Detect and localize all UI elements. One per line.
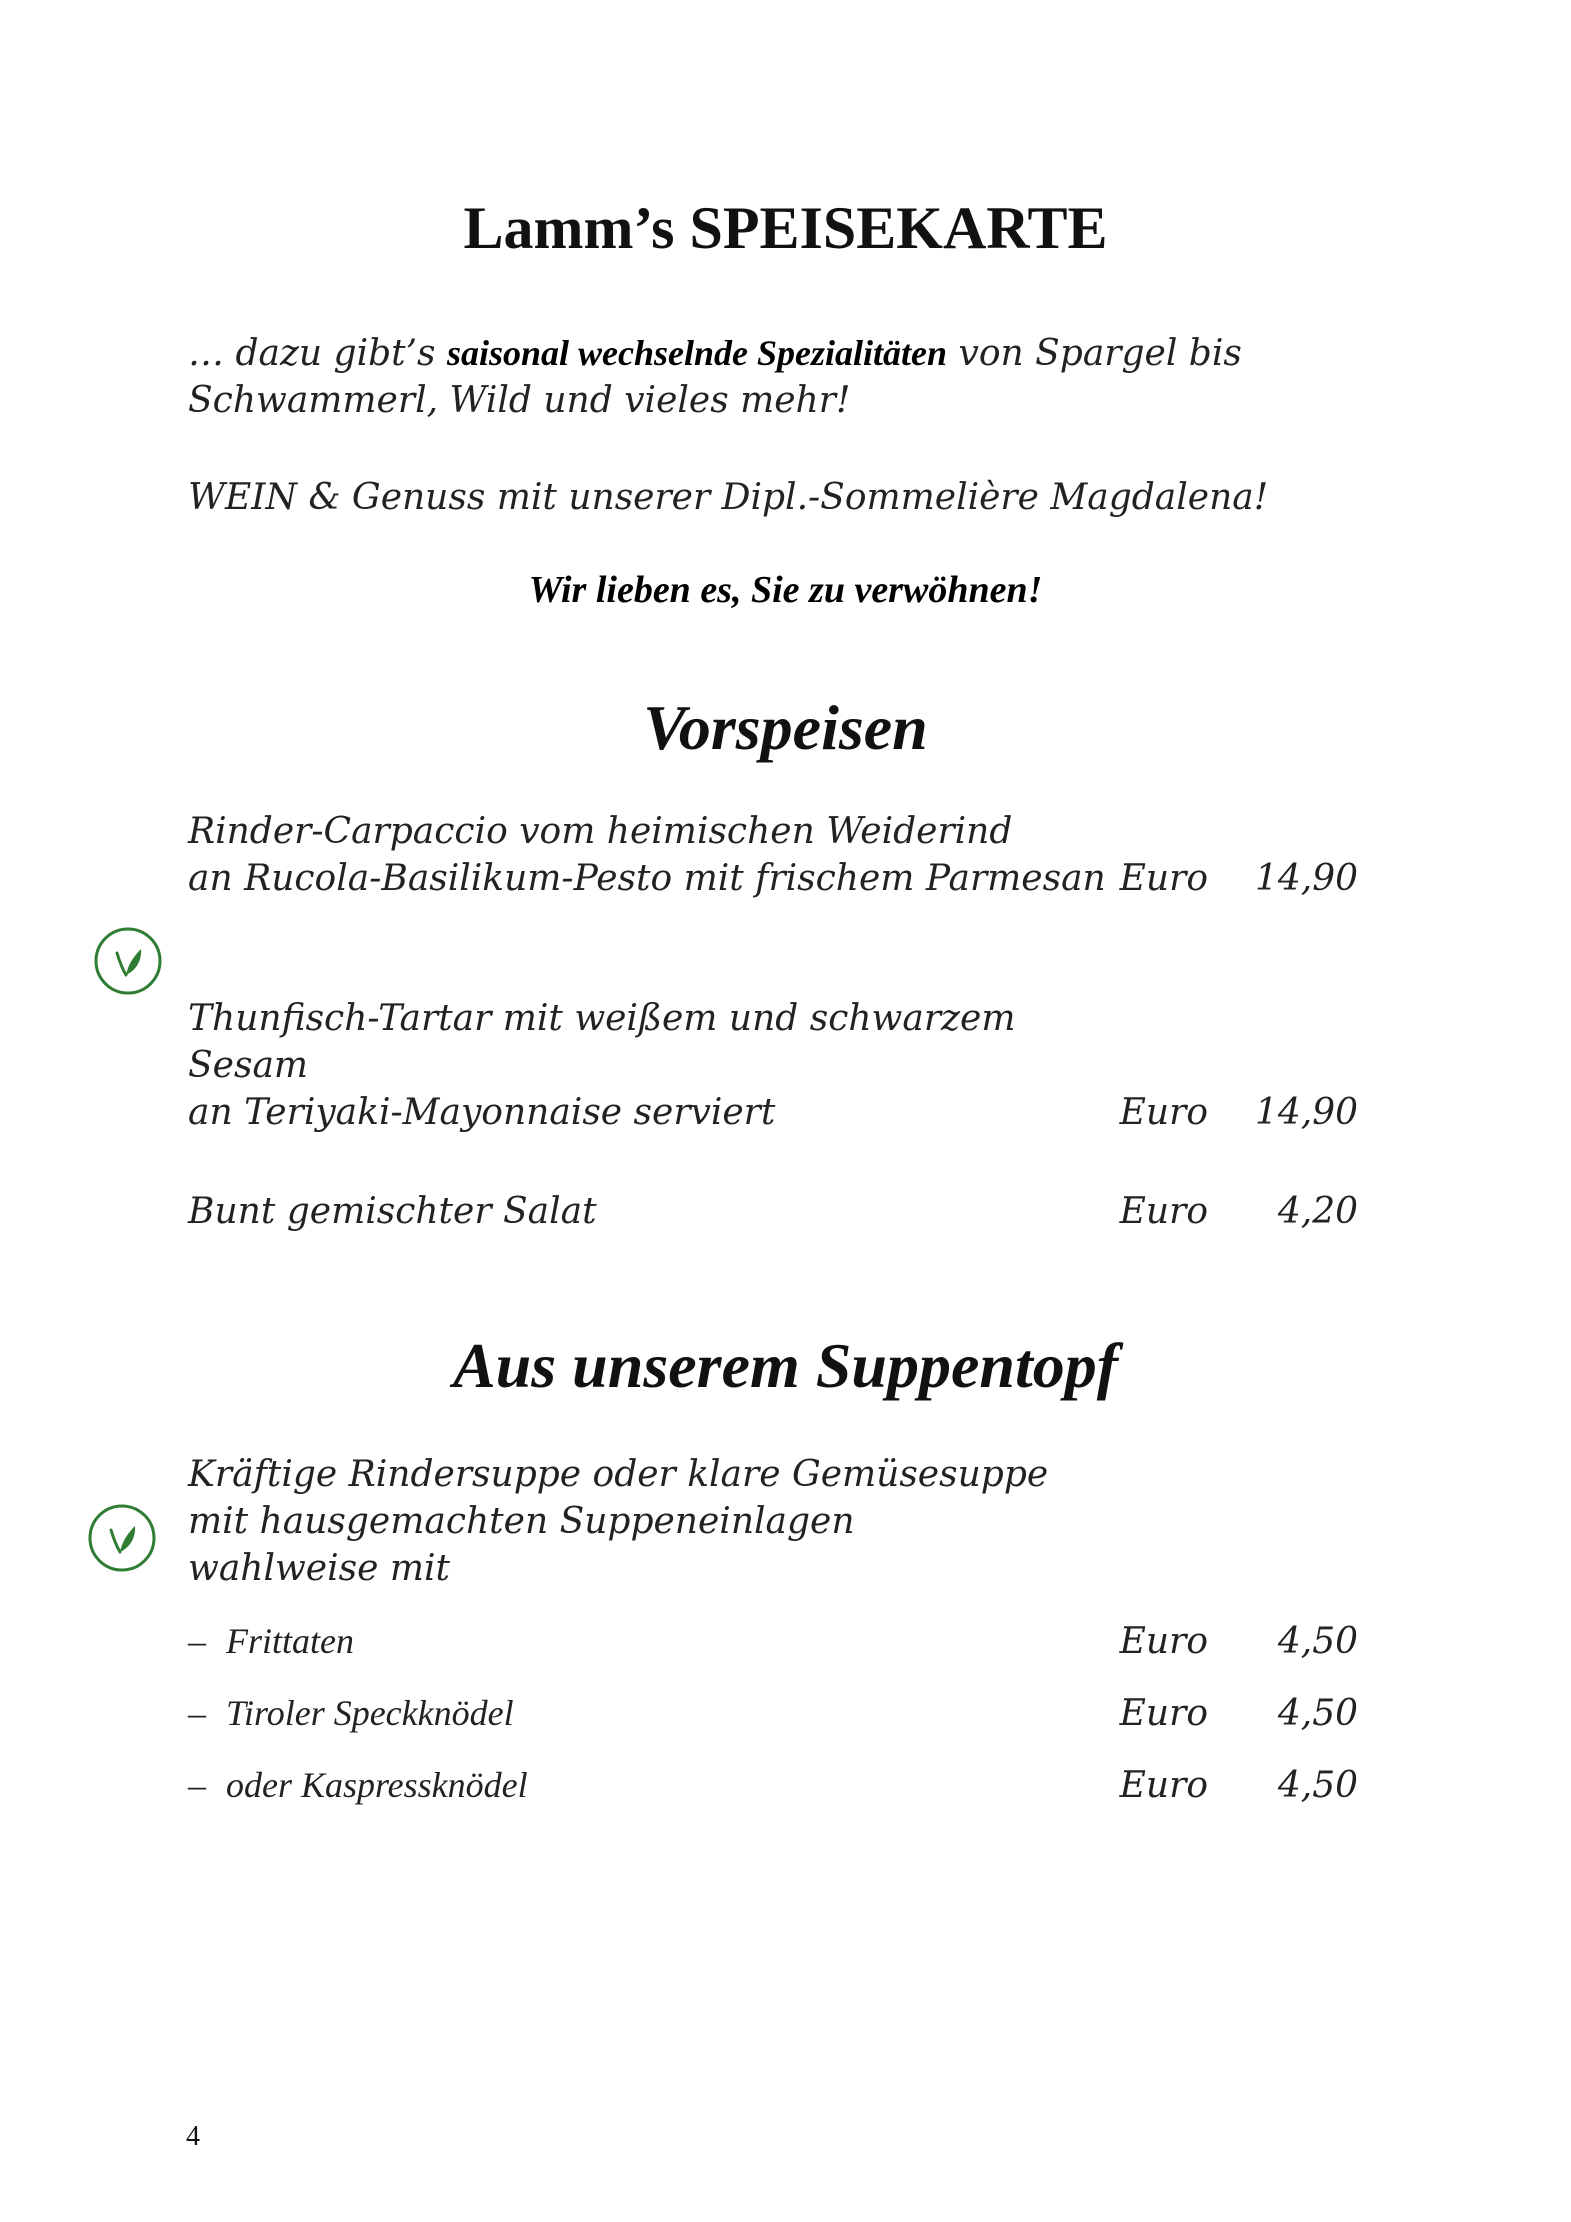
wine-text: WEIN & Genuss mit unserer Dipl.-Sommelière Magdalena! xyxy=(188,477,1269,518)
page-number: 4 xyxy=(186,2121,200,2152)
soup-option-label: oder Kaspressknödel xyxy=(226,1765,528,1805)
soup-description-line: wahlweise mit xyxy=(188,1548,450,1589)
item-currency: Euro xyxy=(1119,1621,1208,1662)
dash: – xyxy=(188,1693,206,1733)
item-currency: Euro xyxy=(1119,1191,1208,1232)
item-description-line: Thunfisch-Tartar mit weißem und schwarzem Sesam xyxy=(188,998,1016,1086)
dash: – xyxy=(188,1765,206,1805)
item-description-line: an Rucola-Basilikum-Pesto mit frischem Parmesan xyxy=(188,858,1106,899)
menu-item xyxy=(188,1188,1358,1235)
intro-highlight: saisonal wechselnde Spezialitäten xyxy=(446,333,948,373)
soup-option xyxy=(188,1618,1358,1665)
soup-option-label: Tiroler Speckknödel xyxy=(226,1693,514,1733)
soup-option xyxy=(188,1762,1358,1809)
section-title-vorspeisen: Vorspeisen xyxy=(643,692,928,763)
soup-description xyxy=(188,1451,1358,1592)
item-price: 4,50 xyxy=(1277,1693,1358,1734)
soup-option-label: Frittaten xyxy=(226,1621,354,1661)
item-description-line: Bunt gemischter Salat xyxy=(188,1191,597,1232)
item-currency: Euro xyxy=(1119,858,1208,899)
item-price: 4,50 xyxy=(1277,1765,1358,1806)
intro-prefix: … dazu gibt’s xyxy=(188,333,447,374)
item-description-line: Rinder-Carpaccio vom heimischen Weiderind xyxy=(188,811,1013,852)
item-price: 4,20 xyxy=(1277,1191,1358,1232)
menu-item xyxy=(188,808,1358,902)
intro-text xyxy=(188,330,1388,424)
item-currency: Euro xyxy=(1119,1765,1208,1806)
item-description-line: an Teriyaki-Mayonnaise serviert xyxy=(188,1092,776,1133)
item-currency: Euro xyxy=(1119,1092,1208,1133)
vegetarian-leaf-icon xyxy=(86,1502,158,1574)
soup-description-line: Kräftige Rindersuppe oder klare Gemüsesuppe xyxy=(188,1454,1049,1495)
item-price: 14,90 xyxy=(1254,1092,1358,1133)
item-price: 4,50 xyxy=(1277,1621,1358,1662)
soup-option xyxy=(188,1690,1358,1737)
page-title: Lamm’s SPEISEKARTE xyxy=(463,195,1108,261)
menu-item xyxy=(188,995,1358,1136)
item-currency: Euro xyxy=(1119,1693,1208,1734)
item-price: 14,90 xyxy=(1254,858,1358,899)
dash: – xyxy=(188,1621,206,1661)
section-title-suppentopf: Aus unserem Suppentopf xyxy=(452,1330,1119,1401)
intro-suffix: von Spargel bis Schwammerl, Wild und vieles mehr! xyxy=(188,333,1242,421)
slogan: Wir lieben es, Sie zu verwöhnen! xyxy=(528,569,1043,611)
vegetarian-leaf-icon xyxy=(92,925,164,997)
soup-description-line: mit hausgemachten Suppeneinlagen xyxy=(188,1501,855,1542)
